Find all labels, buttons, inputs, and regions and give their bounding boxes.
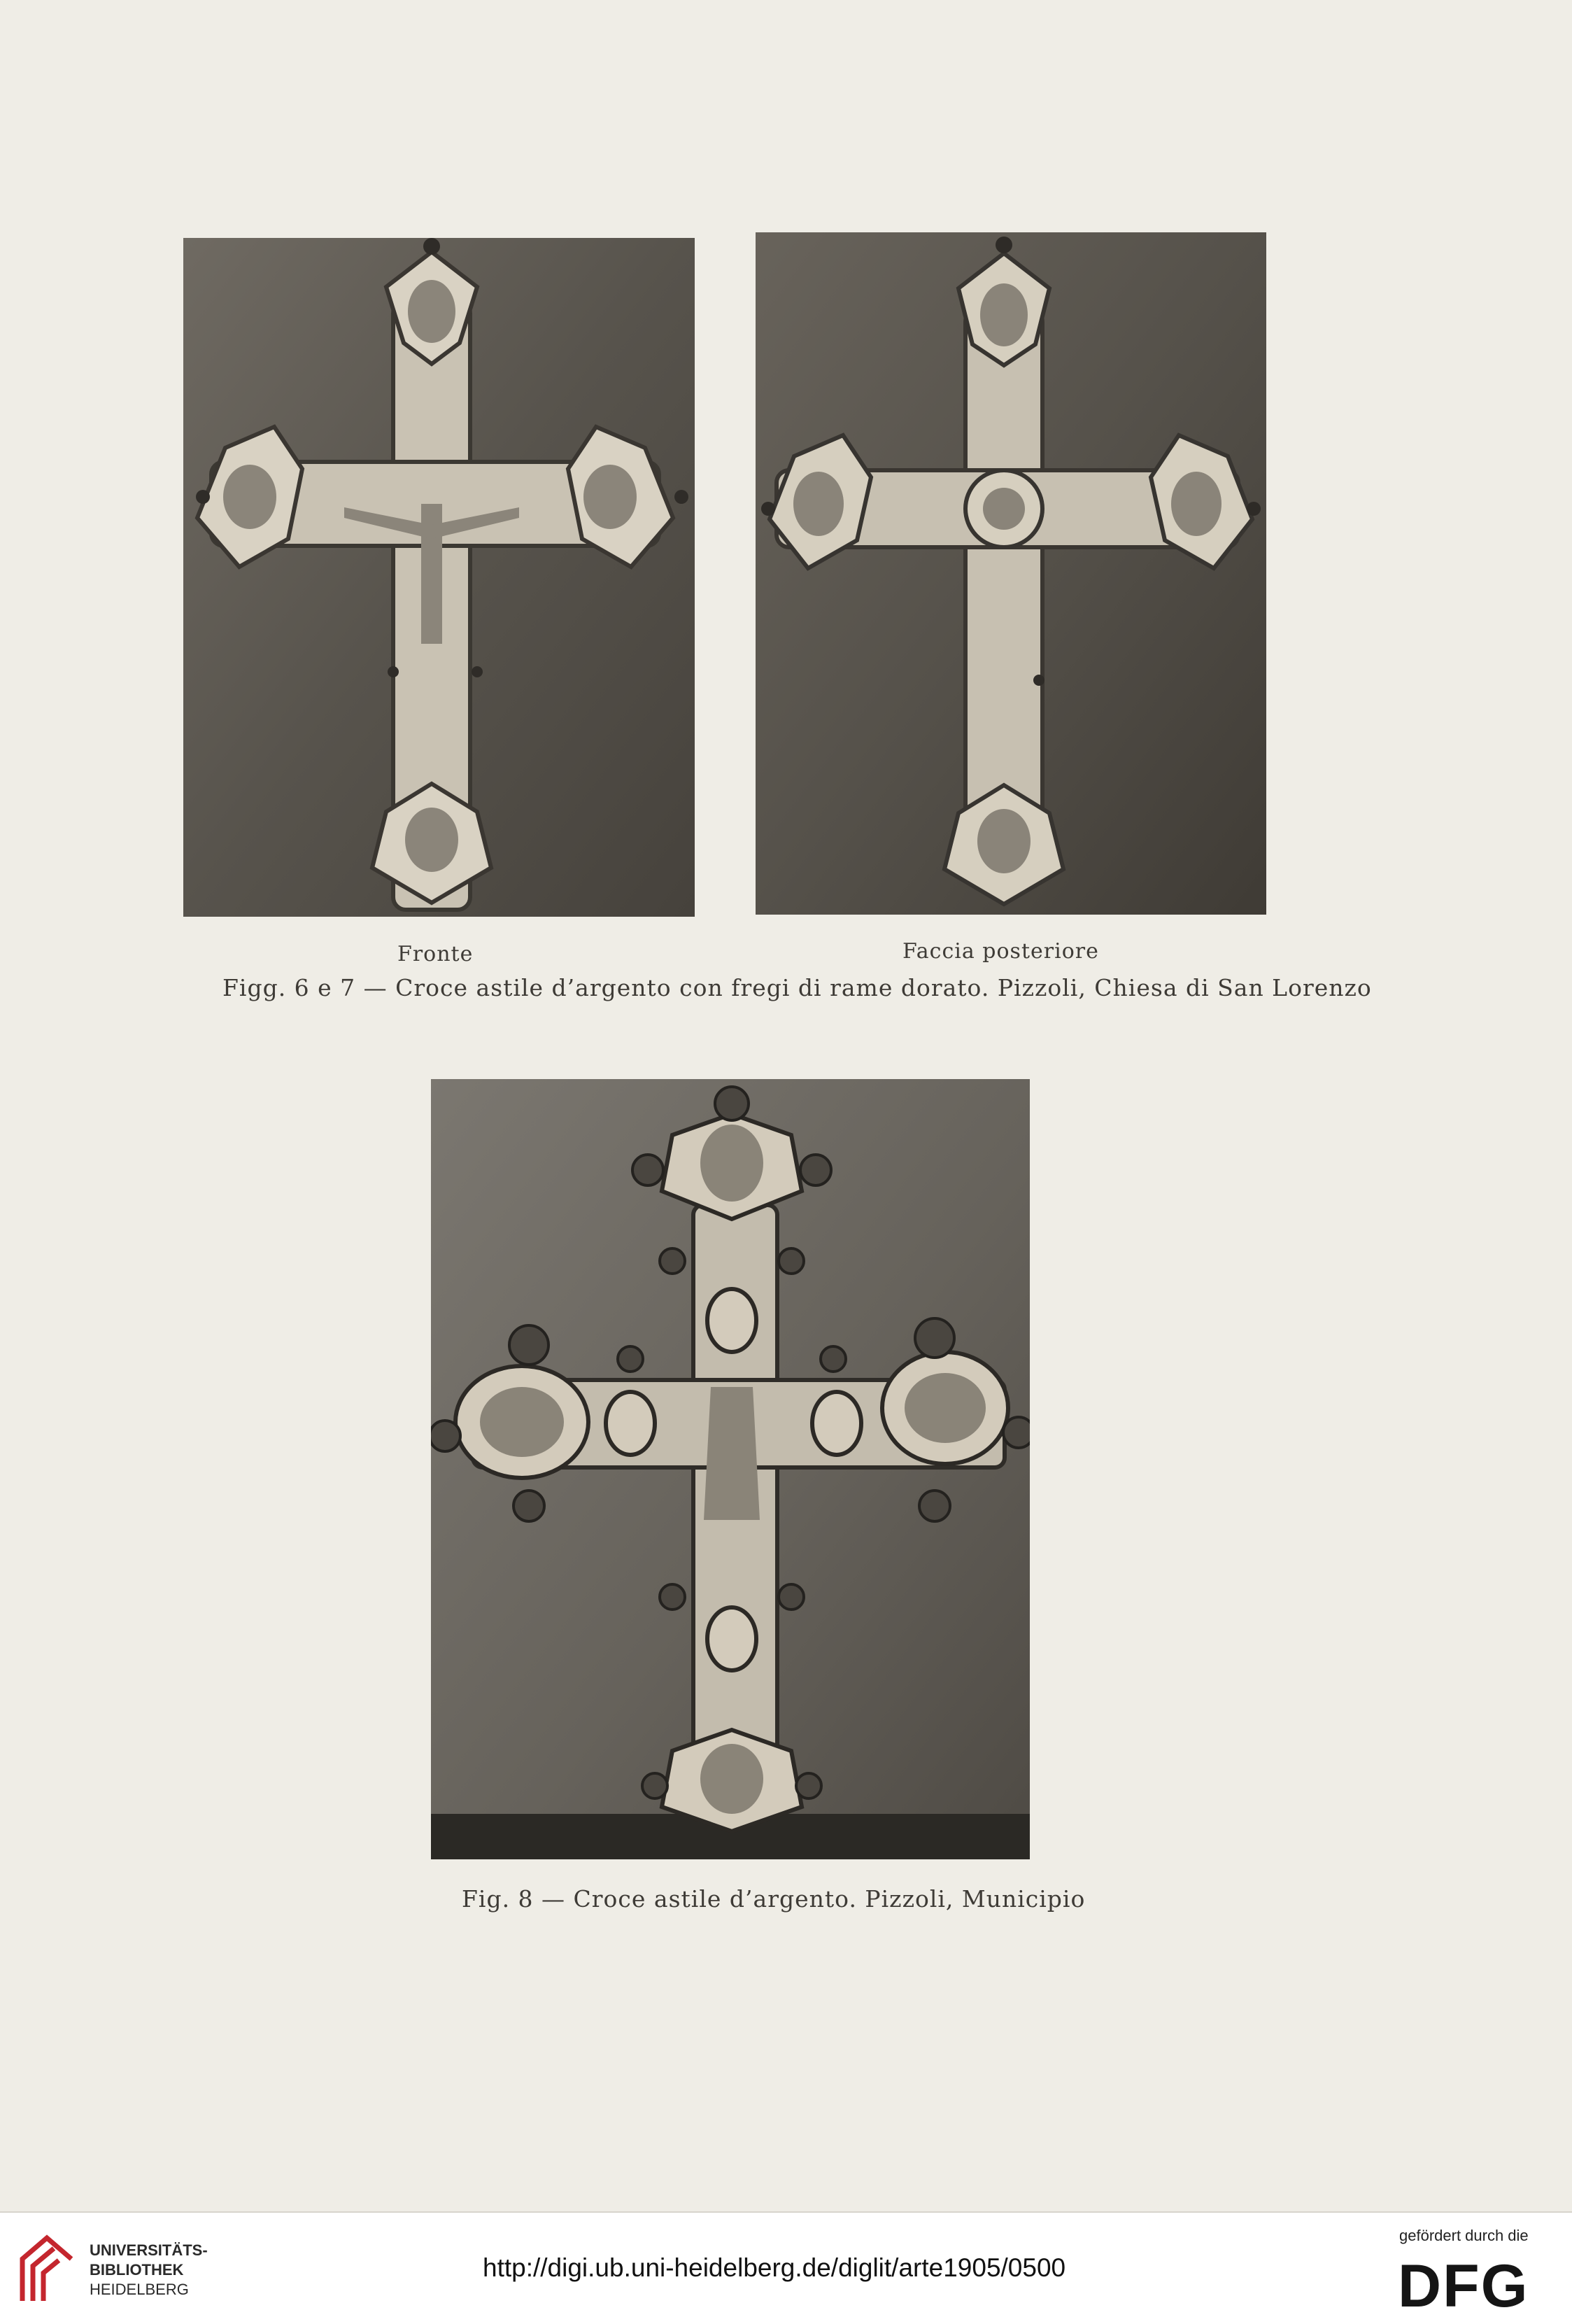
library-line-1: UNIVERSITÄTS- xyxy=(90,2241,208,2259)
caption-figure-8: Fig. 8 — Croce astile d’argento. Pizzoli, Municipio xyxy=(462,1885,1086,1913)
footer-bar xyxy=(0,2211,1572,2324)
source-url-link[interactable]: http://digi.ub.uni-heidelberg.de/diglit/arte1905/0500 xyxy=(483,2253,1066,2282)
caption-figures-6-7: Figg. 6 e 7 — Croce astile d’argento con fregi di rame dorato. Pizzoli, Chiesa di San Lorenzo xyxy=(222,974,1372,1001)
library-line-3: HEIDELBERG xyxy=(90,2281,189,2298)
library-line-2: BIBLIOTHEK xyxy=(90,2261,184,2279)
library-name xyxy=(90,2241,208,2300)
university-library-logo-icon xyxy=(15,2231,78,2308)
figure-6-photo xyxy=(183,238,695,917)
figure-7-label: Faccia posteriore xyxy=(902,939,1099,964)
figure-6-label: Fronte xyxy=(397,942,474,966)
funded-by-label: gefördert durch die xyxy=(1399,2227,1529,2244)
figure-7-photo xyxy=(756,232,1266,915)
figure-8-photo xyxy=(431,1079,1030,1859)
dfg-logo-text: DFG xyxy=(1398,2253,1529,2320)
